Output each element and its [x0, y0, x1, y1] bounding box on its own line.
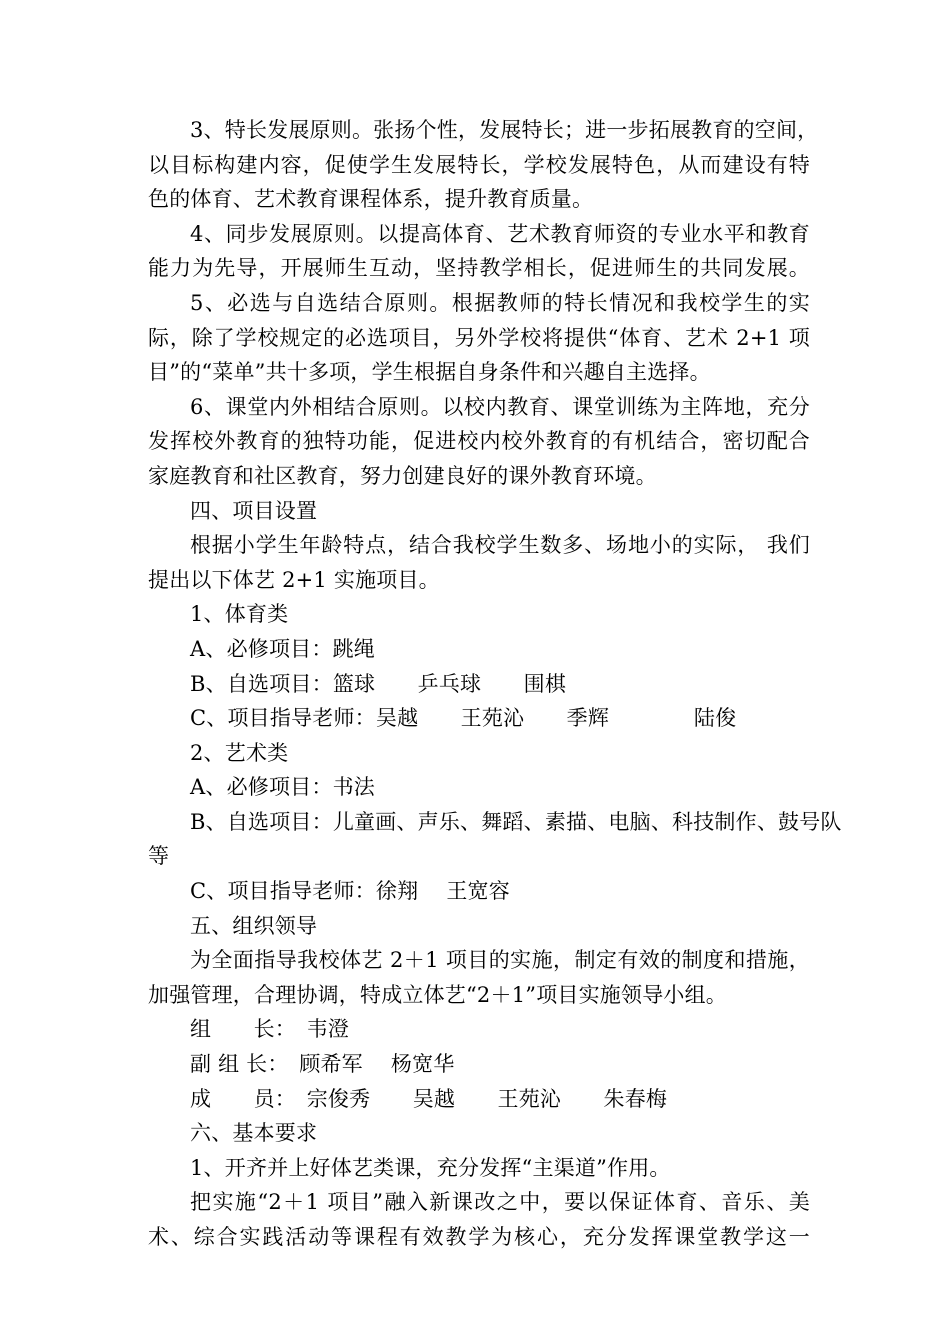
vice-leader-row: 副 组 长： 顾希军 杨宽华	[190, 1052, 455, 1077]
list-item: C、项目指导老师：吴越 王苑沁 季辉 陆俊	[190, 706, 737, 731]
section-heading: 四、项目设置	[190, 498, 318, 523]
list-item: C、项目指导老师：徐翔 王宽容	[190, 879, 510, 904]
leader-row: 组 长： 韦澄	[190, 1017, 350, 1042]
text-line: 际，除了学校规定的必选项目，另外学校将提供“体育、艺术 2+1 项	[148, 325, 810, 350]
text-line: 发挥校外教育的独特功能，促进校内校外教育的有机结合，密切配合	[148, 429, 810, 454]
text-line: 5、必选与自选结合原则。根据教师的特长情况和我校学生的实	[190, 290, 810, 315]
text-line: 3、特长发展原则。张扬个性，发展特长；进一步拓展教育的空间，	[190, 118, 819, 142]
text-line: 提出以下体艺 2+1 实施项目。	[148, 567, 440, 592]
text-line: 以目标构建内容，促使学生发展特长，学校发展特色，从而建设有特	[148, 152, 810, 177]
list-item: B、自选项目：儿童画、声乐、舞蹈、素描、电脑、科技制作、鼓号队	[190, 809, 842, 834]
text-line: 根据小学生年龄特点，结合我校学生数多、场地小的实际， 我们	[190, 533, 810, 558]
text-line: 能力为先导，开展师生互动，坚持教学相长，促进师生的共同发展。	[148, 256, 810, 281]
list-item: B、自选项目：篮球 乒乓球 围棋	[190, 671, 567, 696]
section-heading: 五、组织领导	[190, 913, 318, 938]
subsection-heading: 1、体育类	[190, 602, 289, 627]
subsection-heading: 1、开齐并上好体艺类课，充分发挥“主渠道”作用。	[190, 1155, 671, 1180]
list-item: A、必修项目：书法	[190, 775, 375, 800]
text-line: 目”的“菜单”共十多项，学生根据自身条件和兴趣自主选择。	[148, 360, 711, 385]
text-line: 术、综合实践活动等课程有效教学为核心，充分发挥课堂教学这一	[148, 1225, 810, 1249]
members-row: 成 员： 宗俊秀 吴越 王苑沁 朱春梅	[190, 1086, 668, 1111]
text-line: 4、同步发展原则。以提高体育、艺术教育师资的专业水平和教育	[190, 221, 810, 246]
text-line: 6、课堂内外相结合原则。以校内教育、课堂训练为主阵地，充分	[190, 394, 810, 419]
text-line: 为全面指导我校体艺 2＋1 项目的实施，制定有效的制度和措施，	[190, 948, 810, 973]
text-line: 等	[148, 844, 170, 869]
text-line: 加强管理，合理协调，特成立体艺“2＋1”项目实施领导小组。	[148, 982, 727, 1007]
section-heading: 六、基本要求	[190, 1121, 318, 1146]
list-item: A、必修项目：跳绳	[190, 636, 375, 661]
text-line: 把实施“2＋1 项目”融入新课改之中，要以保证体育、音乐、美	[190, 1190, 810, 1215]
text-line: 家庭教育和社区教育，努力创建良好的课外教育环境。	[148, 463, 657, 488]
text-line: 色的体育、艺术教育课程体系，提升教育质量。	[148, 187, 594, 212]
subsection-heading: 2、艺术类	[190, 740, 289, 765]
document-body	[148, 113, 842, 1255]
